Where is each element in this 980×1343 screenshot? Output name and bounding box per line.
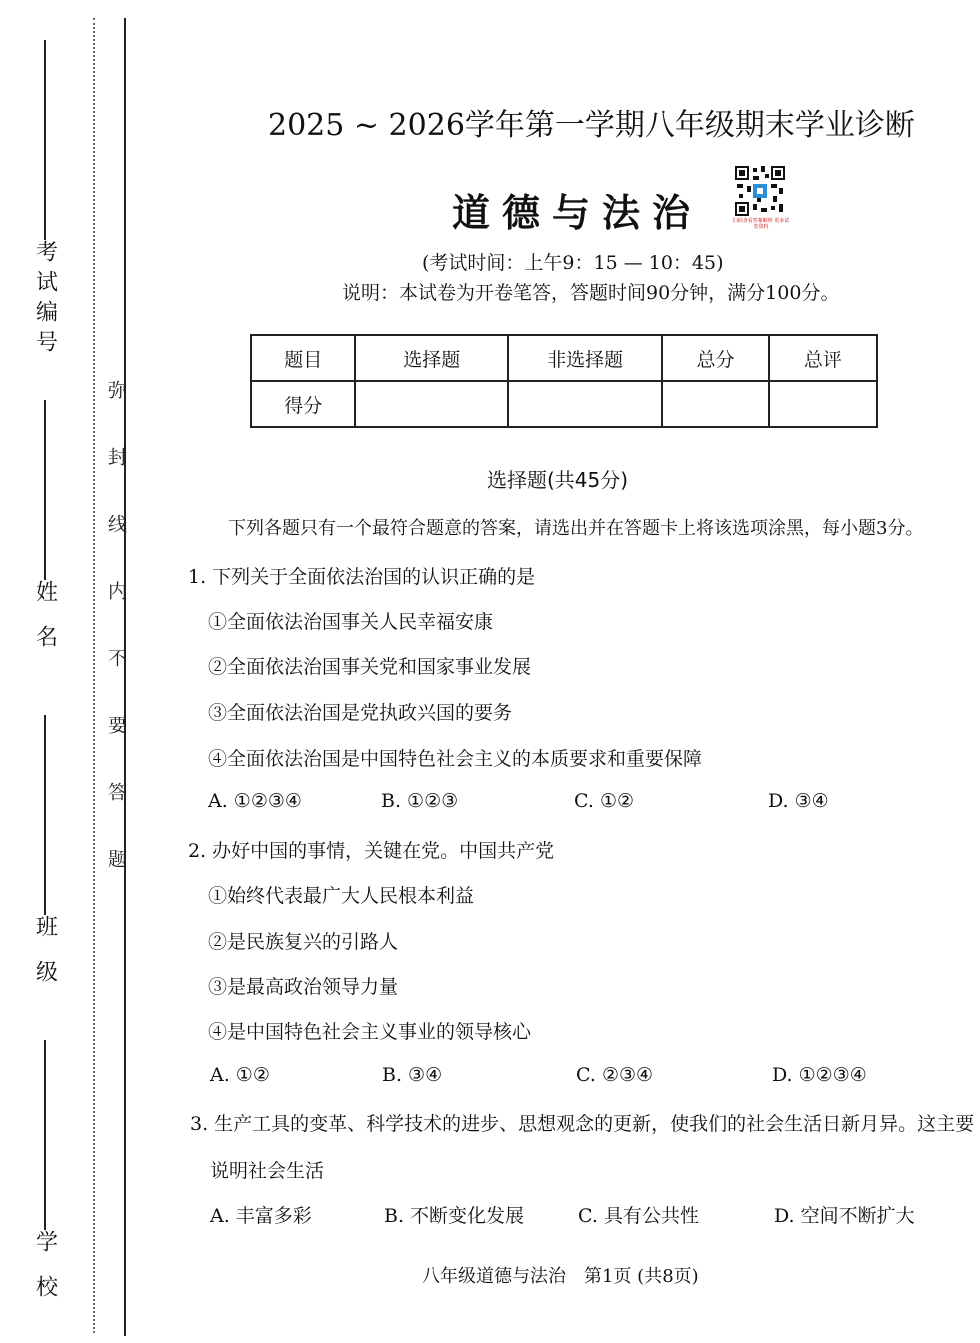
school-field xyxy=(20,1040,70,1311)
question-1-item: ③全面依法治国是党执政兴国的要务 xyxy=(208,702,513,724)
question-3-stem-continuation: 说明社会生活 xyxy=(210,1160,325,1182)
question-3-option-a[interactable]: A. 丰富多彩 xyxy=(210,1205,312,1227)
score-cell-non-choice[interactable] xyxy=(508,381,662,427)
question-1-item: ①全面依法治国事关人民幸福安康 xyxy=(208,611,494,633)
question-3-option-b[interactable]: B. 不断变化发展 xyxy=(384,1205,525,1227)
qr-caption: 扫码查看答案解析 更多试卷资料 xyxy=(732,218,790,230)
score-row-label: 得分 xyxy=(251,381,355,427)
score-cell-choice[interactable] xyxy=(355,381,507,427)
score-header-cell: 选择题 xyxy=(355,335,507,381)
exam-number-field xyxy=(20,40,70,366)
class-label: 班 级 xyxy=(32,915,58,990)
question-1-option-a[interactable]: A. ①②③④ xyxy=(208,790,302,812)
question-1-option-b[interactable]: B. ①②③ xyxy=(381,790,459,812)
question-2-option-d[interactable]: D. ①②③④ xyxy=(772,1064,867,1086)
score-cell-total[interactable] xyxy=(662,381,768,427)
question-2-item: ③是最高政治领导力量 xyxy=(208,976,399,998)
qr-code-icon[interactable] xyxy=(735,166,785,216)
question-3-option-c[interactable]: C. 具有公共性 xyxy=(578,1205,699,1227)
seal-line xyxy=(124,18,126,1336)
dotted-fold-line xyxy=(93,18,95,1333)
school-line[interactable] xyxy=(44,1040,46,1230)
seal-line-notice: 弥封线内不要答题 xyxy=(105,380,127,916)
question-3-option-d[interactable]: D. 空间不断扩大 xyxy=(774,1205,915,1227)
exam-time: (考试时间：上午9：15 — 10：45) xyxy=(422,252,724,274)
question-2-option-c[interactable]: C. ②③④ xyxy=(576,1064,654,1086)
question-2-item: ④是中国特色社会主义事业的领导核心 xyxy=(208,1021,532,1043)
section-title: 选择题(共45分) xyxy=(487,468,629,492)
exam-title: 2025 ~ 2026学年第一学期八年级期末学业诊断 xyxy=(268,108,915,143)
question-2-option-b[interactable]: B. ③④ xyxy=(382,1064,443,1086)
name-line[interactable] xyxy=(44,400,46,580)
score-table-score-row xyxy=(251,381,877,427)
section-instruction: 下列各题只有一个最符合题意的答案，请选出并在答题卡上将该选项涂黑，每小题3分。 xyxy=(228,518,924,539)
question-2-item: ①始终代表最广大人民根本利益 xyxy=(208,885,475,907)
page-footer: 八年级道德与法治 第1页 (共8页) xyxy=(422,1266,699,1287)
class-line[interactable] xyxy=(44,715,46,915)
score-header-cell: 总分 xyxy=(662,335,768,381)
score-table-header-row xyxy=(251,335,877,381)
exam-number-line[interactable] xyxy=(44,40,46,240)
score-header-cell: 题目 xyxy=(251,335,355,381)
question-2-stem: 2. 办好中国的事情，关键在党。中国共产党 xyxy=(188,840,555,862)
question-1-stem: 1. 下列关于全面依法治国的认识正确的是 xyxy=(188,566,536,588)
question-2-item: ②是民族复兴的引路人 xyxy=(208,931,399,953)
exam-number-label: 考试编号 xyxy=(32,240,58,360)
question-1-item: ②全面依法治国事关党和国家事业发展 xyxy=(208,656,532,678)
score-table xyxy=(250,334,878,428)
school-label: 学 校 xyxy=(32,1230,58,1305)
score-header-cell: 非选择题 xyxy=(508,335,662,381)
question-1-item: ④全面依法治国是中国特色社会主义的本质要求和重要保障 xyxy=(208,748,703,770)
name-label: 姓 名 xyxy=(32,580,58,655)
exam-note: 说明：本试卷为开卷笔答，答题时间90分钟，满分100分。 xyxy=(342,282,840,304)
name-field xyxy=(20,400,70,661)
subject-title: 道德与法治 xyxy=(452,191,703,235)
question-3-stem: 3. 生产工具的变革、科学技术的进步、思想观念的更新，使我们的社会生活日新月异。这主要 xyxy=(190,1113,975,1135)
question-1-option-d[interactable]: D. ③④ xyxy=(768,790,829,812)
class-field xyxy=(20,715,70,996)
score-header-cell: 总评 xyxy=(769,335,877,381)
score-cell-evaluation[interactable] xyxy=(769,381,877,427)
question-2-option-a[interactable]: A. ①② xyxy=(210,1064,270,1086)
question-1-option-c[interactable]: C. ①② xyxy=(574,790,635,812)
